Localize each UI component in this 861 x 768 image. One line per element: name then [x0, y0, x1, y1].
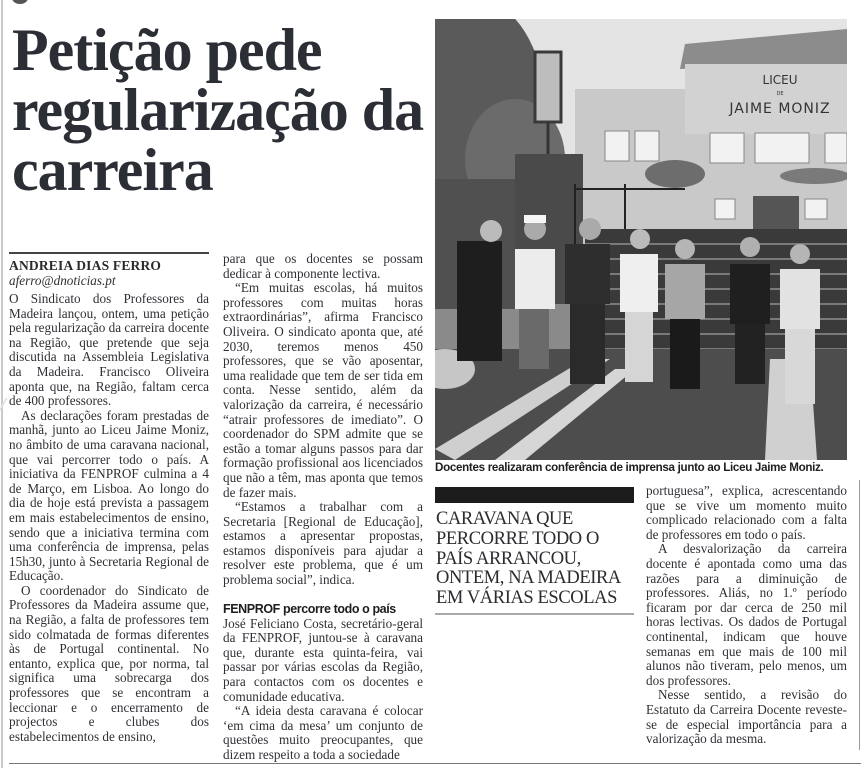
article-column-2 [223, 252, 423, 763]
paragraph: O Sindicato dos Professores da Madeira lançou, ontem, uma petição pela regularização da carreira docente na Região, que pretende que seja discutida na Assembleia Legislativa da Madeira. Francisco Oliveira aponta que, na Região, faltam cerca de 400 professores. [9, 291, 209, 409]
column-top-rule [9, 252, 209, 254]
byline-email[interactable]: aferro@dnoticias.pt [9, 273, 116, 288]
pullquote-bar [435, 487, 634, 503]
paragraph: As declarações foram prestadas de manhã, junto ao Liceu Jaime Moniz, no âmbito de uma caravana nacional, que vai percorrer todo o país. A iniciativa da FENPROF culmina a 4 de Março, em Lisboa. Ao longo do dia de hoje está prevista a passagem em mais estabelecimentos de ensino, sendo que a iniciativa termina com uma conferência de imprensa, pelas 15h30, junto à Secretaria Regional de Educação. [9, 407, 209, 584]
byline-author: ANDREIA DIAS FERRO [9, 258, 162, 273]
paragraph: portuguesa”, explica, acrescentando que se vive um momento muito complicado relacionado com a falta de professores em todo o país. [646, 483, 847, 542]
photo-school-group-image [435, 19, 847, 460]
pullquote: CARAVANA QUE PERCORRE TODO O PAÍS ARRANCOU, ONTEM, NA MADEIRA EM VÁRIAS ESCOLAS [436, 509, 620, 609]
article-headline: Petição pede regularização da carreira [12, 17, 424, 203]
page-left-border [1, 0, 3, 768]
paragraph: “Em muitas escolas, há muitos professores com muitas horas extraordinárias”, afirma Francisco Oliveira. O sindicato aponta que, até 2030, teremos menos 450 professores, que se vão aposentar, uma realidade que tem de ser tida em conta. Nesse sentido, além da valorização da carreira, é necessário “atrair professores de imediato”. O coordenador do SPM admite que se estão a tomar alguns passos para dar formação profissional aos licenciados que não a têm, mas aponta que temos de fazer mais. [223, 280, 423, 500]
article-column-4 [646, 484, 847, 747]
paragraph: A desvalorização da carreira docente é apontada como uma das razões para a diminuição de professores. Aliás, no 1.º período ficaram por dar cerca de 250 mil horas lectivas. Os dados de Portugal continental, indicam que houve semanas em que mais de 100 mil alunos não tiveram, pelo menos, um dos professores. [646, 541, 847, 688]
svg-text:JAIME MONIZ: JAIME MONIZ [729, 101, 831, 117]
section-marker-icon [12, 0, 28, 4]
paragraph: “Estamos a trabalhar com a Secretaria [Regional de Educação], estamos a apresentar propostas, estamos disponíveis para ajudar a resolver este problema, que é um problema social”, indica. [223, 499, 423, 588]
article-column-1 [9, 258, 209, 744]
paragraph: José Feliciano Costa, secretário-geral da FENPROF, juntou-se à caravana que, durante esta quinta-feira, vai passar por várias escolas da Região, para contactos com os docentes e comunidade educativa. [223, 615, 423, 704]
paragraph: O coordenador do Sindicato de Professores da Madeira assume que, na Região, a falta de professores tem sido colmatada de formas diferentes às de Portugal continental. No entanto, explica que, por norma, tal significa uma sobrecarga dos professores que se encontram a leccionar e o encerramento de projectos e clubes dos estabelecimentos de ensino, [9, 582, 209, 744]
section-subhead: FENPROF percorre todo o país [223, 601, 396, 616]
photo-caption: Docentes realizaram conferência de imprensa junto ao Liceu Jaime Moniz. [435, 461, 824, 474]
page-bottom-rule [9, 763, 861, 764]
paragraph: Nesse sentido, a revisão do Estatuto da Carreira Docente reveste-se de especial importância para a valorização da mesma. [646, 687, 847, 747]
paragraph: para que os docentes se possam dedicar à componente lectiva. [223, 251, 423, 281]
svg-text:DE: DE [776, 91, 784, 97]
article-photo [435, 19, 847, 460]
pullquote-rule [435, 613, 634, 615]
paragraph: “A ideia desta caravana é colocar ‘em cima da mesa’ um conjunto de questões muito preocupantes, que dizem respeito a toda a sociedade [223, 703, 423, 762]
svg-text:LICEU: LICEU [762, 73, 798, 87]
column-right-rule [859, 480, 860, 750]
